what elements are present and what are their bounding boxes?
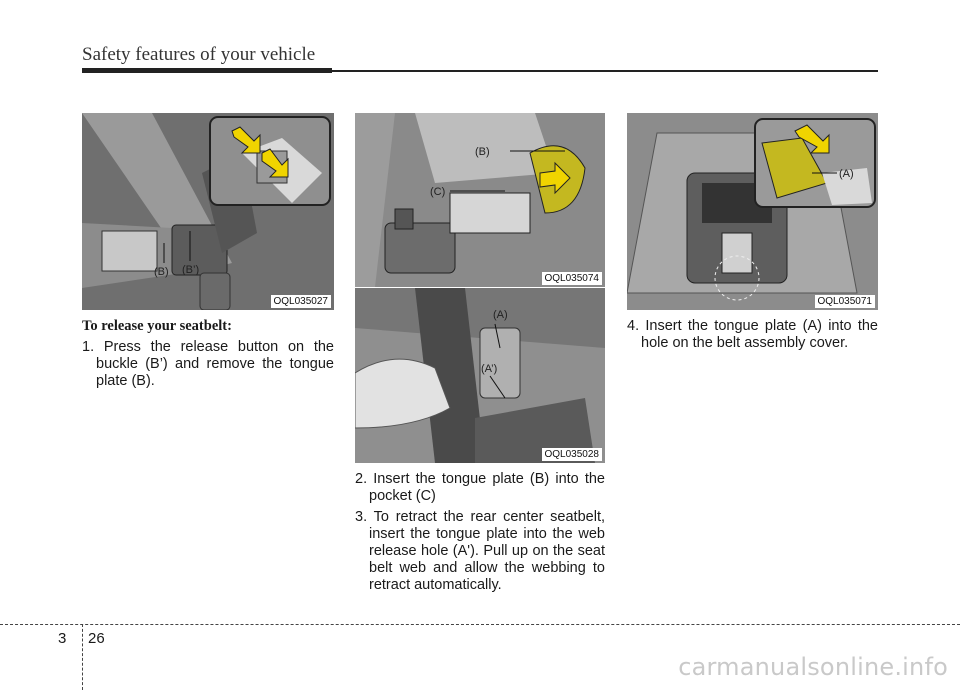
page-header-title: Safety features of your vehicle bbox=[82, 44, 316, 65]
step-2: 2. Insert the tongue plate (B) into the pocket (C) bbox=[355, 471, 605, 504]
column-2-text bbox=[355, 471, 605, 598]
fig2-code: OQL035074 bbox=[542, 272, 603, 285]
fig2-label-b: (B) bbox=[475, 146, 490, 158]
fig1-code: OQL035027 bbox=[271, 295, 332, 308]
chapter-number: 3 bbox=[58, 630, 67, 647]
fig1-label-b-prime: (B’) bbox=[182, 264, 200, 276]
figure-web-release-hole bbox=[355, 288, 605, 463]
footer-vertical-divider bbox=[82, 624, 83, 690]
column-3-text bbox=[627, 318, 878, 356]
step-1: 1. Press the release button on the buckle (B’) and remove the tongue plate (B). bbox=[82, 339, 334, 389]
page-number: 26 bbox=[88, 630, 105, 647]
fig1-label-b: (B) bbox=[154, 266, 169, 278]
step-4: 4. Insert the tongue plate (A) into the hole on the belt assembly cover. bbox=[627, 318, 878, 351]
figure-release-button bbox=[82, 113, 334, 310]
footer-divider bbox=[0, 624, 960, 625]
fig4-code: OQL035071 bbox=[815, 295, 876, 308]
fig2-label-c: (C) bbox=[430, 186, 446, 198]
fig3-label-a: (A) bbox=[493, 309, 508, 321]
header-rule bbox=[82, 70, 878, 72]
fig3-label-a-prime: (A’) bbox=[481, 363, 498, 375]
figure-belt-cover-hole bbox=[627, 113, 878, 310]
step-3: 3. To retract the rear center seatbelt, insert the tongue plate into the web release hole (A'). Pull up on the seat belt web and allow the webbing to retract automatically. bbox=[355, 509, 605, 593]
watermark: carmanualsonline.info bbox=[678, 653, 948, 681]
subheading-release-seatbelt: To release your seatbelt: bbox=[82, 318, 232, 334]
fig3-code: OQL035028 bbox=[542, 448, 603, 461]
fig4-label-a: (A) bbox=[839, 168, 854, 180]
column-1-text bbox=[82, 318, 334, 394]
figure-tongue-pocket bbox=[355, 113, 605, 287]
